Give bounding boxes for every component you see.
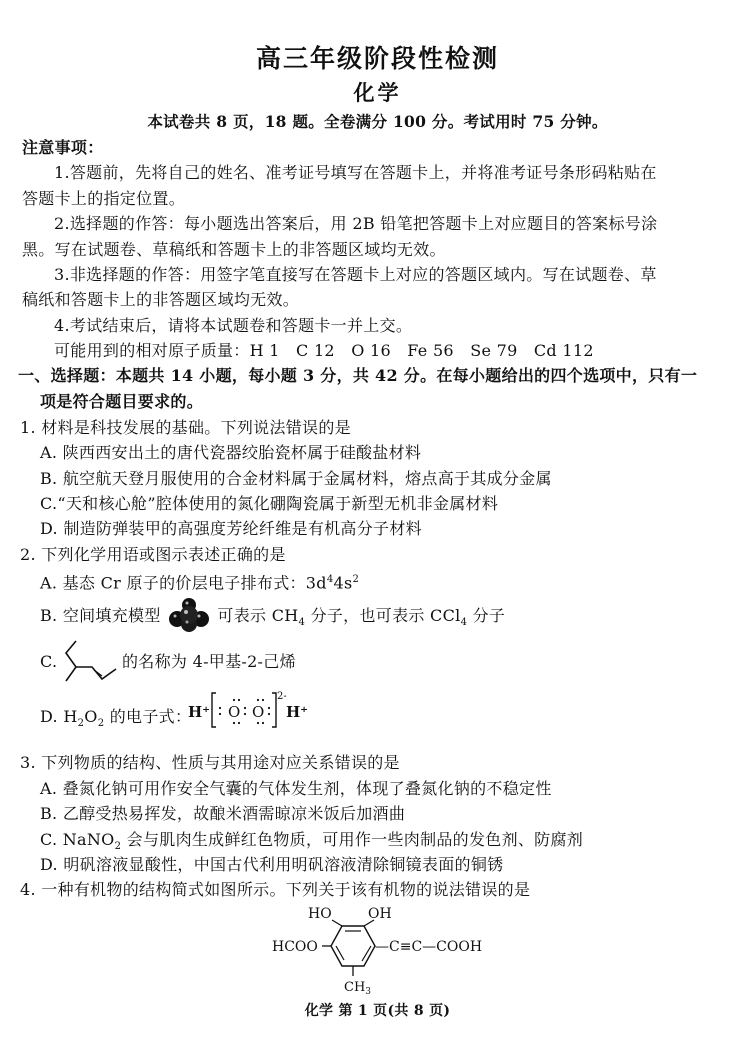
question-2-option-c: C. (40, 652, 58, 671)
note-3-line-1: 3.非选择题的作答：用签字笔直接写在答题卡上对应的答题区域内。写在试题卷、草 (54, 265, 657, 284)
hydrogen-ion-left: H⁺ (188, 703, 211, 721)
question-2-option-b: B. 空间填充模型 可表示 $CH_4$ 分子，也可表示 CCl$_4$ 分子 (40, 606, 505, 633)
page-footer: 化学 第 1 页(共 8 页) (304, 1003, 451, 1019)
question-1-option-b: B. 航空航天登月服使用的合金材料属于金属材料，熔点高于其成分金属 (40, 469, 552, 488)
charge-label: 2- (277, 691, 287, 702)
notes-heading: 注意事项： (22, 138, 104, 157)
oxygen-atom-2: O (252, 703, 265, 721)
section-1-heading-line-1: 一、选择题：本题共 14 小题，每小题 3 分，共 42 分。在每小题给出的四个选项中，只有一 (18, 366, 698, 385)
structural-formula-diagram (270, 900, 500, 1000)
subject-title: 化学 (353, 80, 402, 105)
question-2-stem: 2. 下列化学用语或图示表述正确的是 (20, 545, 286, 564)
question-3-stem: 3. 下列物质的结构、性质与其用途对应关系错误的是 (20, 753, 400, 772)
question-2-option-a: A. 基态 Cr 原子的价层电子排布式：$3d^44s^2$ (40, 573, 360, 593)
question-4-stem: 4. 一种有机物的结构简式如图所示。下列关于该有机物的说法错误的是 (20, 880, 531, 899)
question-3-option-d: D. 明矾溶液显酸性，中国古代利用明矾溶液清除铜镜表面的铜锈 (40, 855, 504, 874)
question-3-option-b: B. 乙醇受热易挥发，故酿米酒需晾凉米饭后加酒曲 (40, 804, 406, 823)
question-1-option-c: C.“天和核心舱”腔体使用的氮化硼陶瓷属于新型无机非金属材料 (40, 494, 499, 513)
note-4: 4.考试结束后，请将本试题卷和答题卡一并上交。 (54, 316, 413, 335)
atomic-masses: 可能用到的相对原子质量：H 1 C 12 O 16 Fe 56 Se 79 Cd 112 (54, 341, 594, 360)
note-2-line-1: 2.选择题的作答：每小题选出答案后，用 2B 铅笔把答题卡上对应题目的答案标号涂 (54, 214, 658, 233)
note-1-line-1: 1.答题前，先将自己的姓名、准考证号填写在答题卡上，并将准考证号条形码粘贴在 (54, 163, 657, 182)
alkyne-carboxyl-label: —C≡C—COOH (375, 939, 483, 955)
oxygen-atom-1: O (228, 703, 241, 721)
question-3-option-a: A. 叠氮化钠可用作安全气囊的气体发生剂，体现了叠氮化钠的不稳定性 (40, 779, 552, 798)
formate-group-label: HCOO (272, 939, 318, 955)
skeletal-formula-diagram (60, 637, 122, 689)
note-2-line-2: 黑。写在试题卷、草稿纸和答题卡上的非答题区域均无效。 (22, 240, 446, 259)
note-1-line-2: 答题卡上的指定位置。 (22, 189, 186, 208)
exam-title: 高三年级阶段性检测 (255, 44, 499, 73)
question-2-option-d: D. $H_2O_2$ 的电子式： (40, 707, 192, 730)
question-1-option-d: D. 制造防弹装甲的高强度芳纶纤维是有机高分子材料 (40, 519, 422, 538)
space-filling-model-icon (166, 607, 212, 627)
question-1-stem: 1. 材料是科技发展的基础。下列说法错误的是 (20, 418, 351, 437)
hydroxyl-label-1: HO (308, 906, 332, 922)
methyl-label: $CH_3$ (344, 980, 372, 996)
section-1-heading-line-2: 项是符合题目要求的。 (40, 392, 204, 411)
question-2-option-c-text: 的名称为 4-甲基-2-己烯 (122, 652, 296, 671)
question-1-option-a: A. 陕西西安出土的唐代瓷器绞胎瓷杯属于硅酸盐材料 (40, 443, 422, 462)
electron-dot-formula (184, 687, 314, 737)
hydroxyl-label-2: OH (368, 906, 392, 922)
question-3-option-c: C. NaNO$_2$ 会与肌肉生成鲜红色物质，可用作一些肉制品的发色剂、防腐剂 (40, 830, 584, 853)
exam-meta: 本试卷共 8 页，18 题。全卷满分 100 分。考试用时 75 分钟。 (147, 112, 608, 131)
note-3-line-2: 稿纸和答题卡上的非答题区域均无效。 (22, 290, 300, 309)
hydrogen-ion-right: H⁺ (286, 703, 309, 721)
